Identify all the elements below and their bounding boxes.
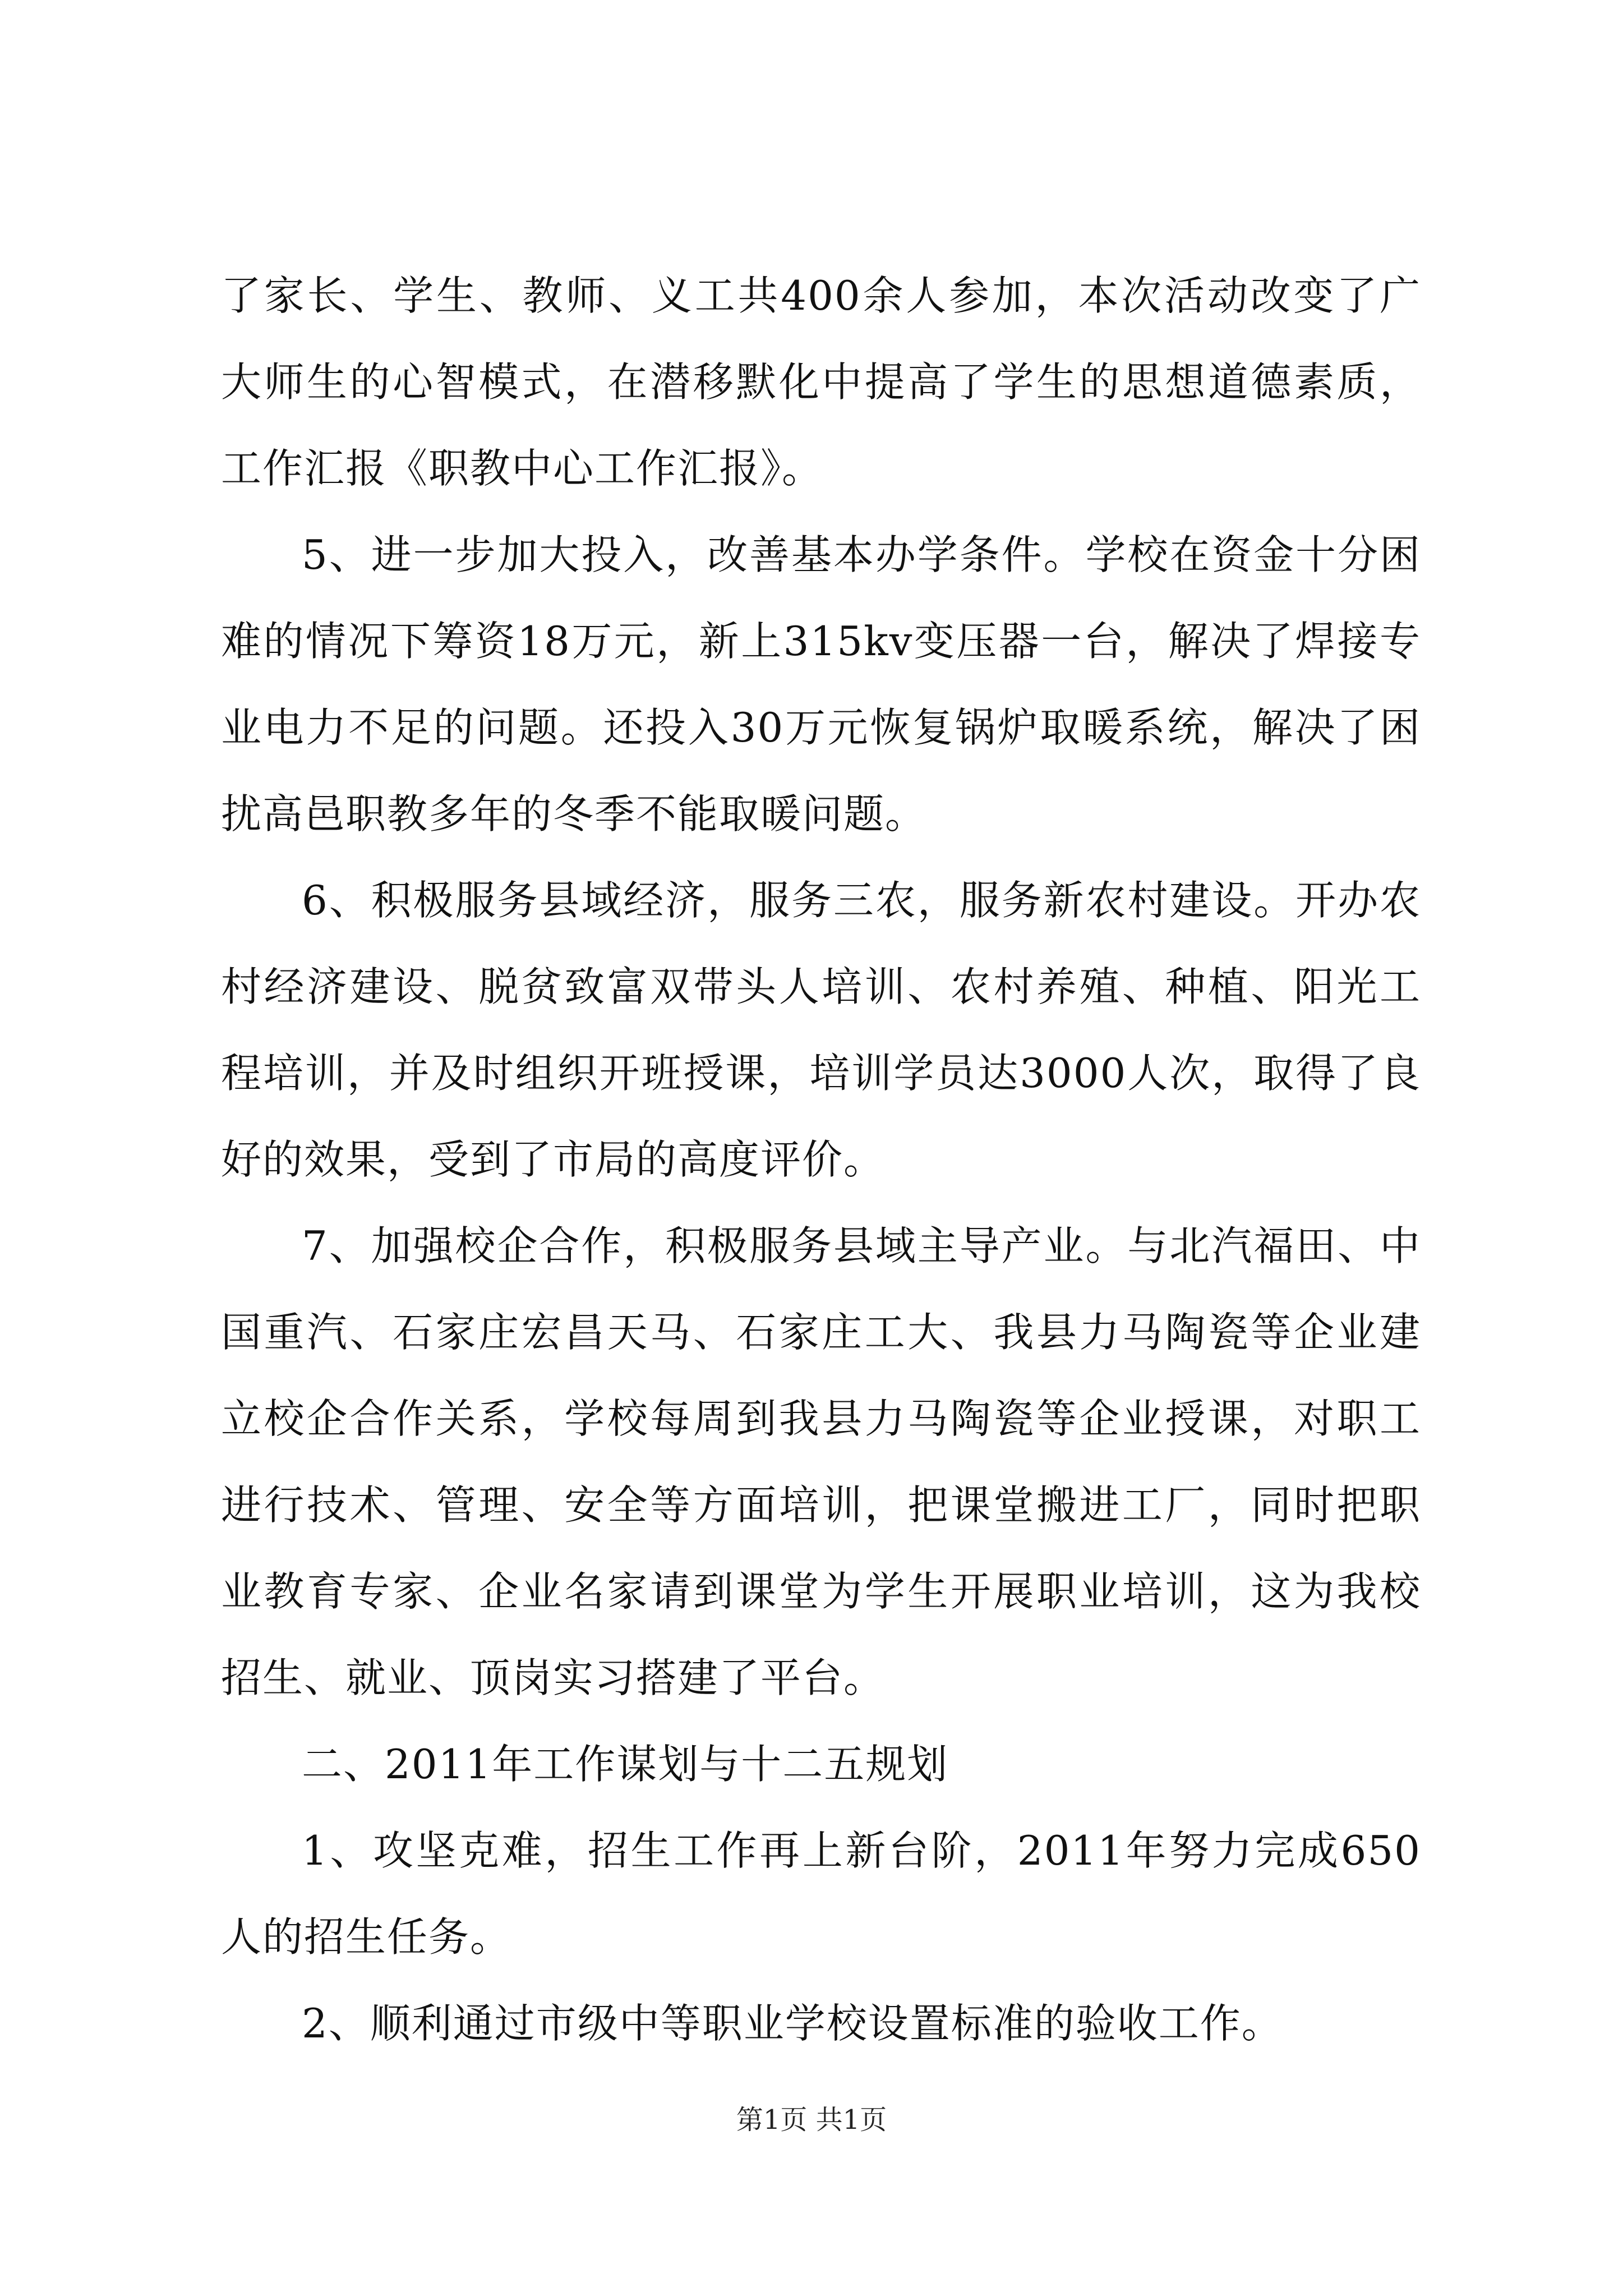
paragraph-plan-2: 2、顺利通过市级中等职业学校设置标准的验收工作。 (302, 2000, 1283, 2047)
page-footer: 第1页 共1页 (736, 2104, 887, 2136)
paragraph-item-7: 7、加强校企合作，积极服务县域主导产业。与北汽福田、中国重汽、石家庄宏昌天马、石家庄工大、我县力马陶瓷等企业建立校企合作关系，学校每周到我县力马陶瓷等企业授课，对职工进行技术、管理、安全等方面培训，把课堂搬进工厂，同时把职业教育专家、企业名家请到课堂为学生开展职业培训，这为我校招生、就业、顶岗实习搭建了平台。 (221, 1222, 1421, 1701)
document-body (221, 252, 1421, 2067)
paragraph-item-6: 6、积极服务县域经济，服务三农，服务新农村建设。开办农村经济建设、脱贫致富双带头人培训、农村养殖、种植、阳光工程培训，并及时组织开班授课，培训学员达3000人次，取得了良好的效果，受到了市局的高度评价。 (221, 877, 1421, 1183)
section-heading: 二、2011年工作谋划与十二五规划 (302, 1741, 949, 1788)
paragraph-continuation: 了家长、学生、教师、义工共400余人参加，本次活动改变了广大师生的心智模式，在潜移默化中提高了学生的思想道德素质，工作汇报《职教中心工作汇报》。 (221, 272, 1421, 492)
paragraph-item-5: 5、进一步加大投入，改善基本办学条件。学校在资金十分困难的情况下筹资18万元，新上315kv变压器一台，解决了焊接专业电力不足的问题。还投入30万元恢复锅炉取暖系统，解决了困扰高邑职教多年的冬季不能取暖问题。 (221, 531, 1421, 838)
paragraph-plan-1: 1、攻坚克难，招生工作再上新台阶，2011年努力完成650人的招生任务。 (221, 1827, 1421, 1961)
